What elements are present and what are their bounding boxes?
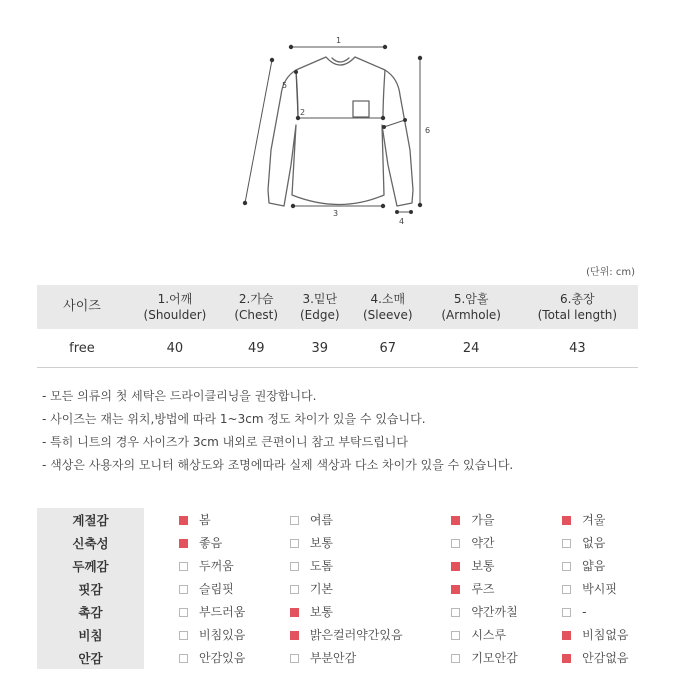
header-armhole: 5.암홀 (Armhole)	[426, 285, 517, 329]
unchecked-box-icon	[290, 585, 299, 594]
feature-option-label: 안감없음	[582, 651, 629, 665]
feature-option-label: -	[582, 604, 587, 619]
feature-option-label: 부드러움	[199, 605, 246, 619]
feature-row-stretch	[37, 531, 638, 554]
feature-option-label: 보통	[309, 536, 333, 550]
feature-option	[144, 577, 255, 600]
feature-option	[527, 531, 638, 554]
care-notes	[42, 385, 513, 477]
feature-option	[416, 600, 527, 623]
feature-option-label: 비침있음	[199, 628, 246, 642]
header-shoulder: 1.어깨 (Shoulder)	[127, 285, 223, 329]
checked-box-icon	[562, 654, 571, 663]
unchecked-box-icon	[290, 516, 299, 525]
header-size: 사이즈	[37, 285, 127, 329]
unit-note: (단위: cm)	[586, 267, 635, 278]
feature-option-label: 없음	[582, 536, 606, 550]
feature-option	[416, 508, 527, 531]
unchecked-box-icon	[179, 631, 188, 640]
checked-box-icon	[290, 631, 299, 640]
checked-box-icon	[451, 562, 460, 571]
feature-option-label: 비침없음	[582, 628, 629, 642]
checked-box-icon	[179, 516, 188, 525]
shirt-outline	[268, 57, 413, 206]
feature-option	[416, 554, 527, 577]
measurement-diagram	[0, 0, 675, 240]
feature-option	[527, 554, 638, 577]
header-edge: 3.밑단 (Edge)	[290, 285, 350, 329]
feature-row-fit	[37, 577, 638, 600]
unchecked-box-icon	[562, 539, 571, 548]
feature-option	[255, 646, 417, 669]
feature-label: 촉감	[37, 600, 144, 623]
feature-option-label: 겨울	[582, 513, 606, 527]
checked-box-icon	[290, 608, 299, 617]
unchecked-box-icon	[562, 608, 571, 617]
header-chest: 2.가슴 (Chest)	[223, 285, 290, 329]
label-2: 2	[300, 108, 306, 117]
feature-option-label: 기모안감	[471, 651, 518, 665]
unchecked-box-icon	[451, 631, 460, 640]
feature-option-label: 밝은컬러약간있음	[309, 628, 403, 642]
label-5: 5	[282, 81, 288, 90]
feature-option	[255, 600, 417, 623]
feature-option	[144, 554, 255, 577]
note-item: - 특히 니트의 경우 사이즈가 3cm 내외로 큰편이니 참고 부탁드립니다	[42, 435, 408, 449]
feature-option	[416, 623, 527, 646]
checked-box-icon	[451, 585, 460, 594]
table-row	[37, 329, 638, 368]
feature-option	[416, 577, 527, 600]
feature-label: 두께감	[37, 554, 144, 577]
feature-option	[527, 508, 638, 531]
size-table-header	[37, 285, 638, 329]
cell-size: free	[37, 329, 127, 368]
feature-option-label: 여름	[309, 513, 333, 527]
feature-option-label: 시스루	[471, 628, 507, 642]
feature-option-label: 도톰	[309, 559, 333, 573]
feature-option-label: 봄	[199, 513, 211, 527]
pocket	[353, 101, 369, 117]
feature-option-label: 두꺼움	[199, 559, 234, 573]
checked-box-icon	[562, 631, 571, 640]
feature-option	[527, 600, 638, 623]
unchecked-box-icon	[179, 654, 188, 663]
feature-label: 신축성	[37, 531, 144, 554]
checked-box-icon	[562, 516, 571, 525]
feature-option-label: 보통	[471, 559, 495, 573]
label-1: 1	[336, 36, 342, 45]
cell-armhole: 24	[426, 329, 517, 368]
feature-option-label: 루즈	[471, 582, 495, 596]
feature-row-thickness	[37, 554, 638, 577]
header-total-length: 6.총장 (Total length)	[517, 285, 638, 329]
unchecked-box-icon	[290, 654, 299, 663]
feature-option	[144, 531, 255, 554]
feature-option-label: 약간	[471, 536, 495, 550]
feature-option-label: 슬림핏	[199, 582, 234, 596]
feature-option-label: 가을	[471, 513, 495, 527]
feature-option-label: 안감있음	[199, 651, 246, 665]
unchecked-box-icon	[290, 539, 299, 548]
feature-option	[527, 646, 638, 669]
feature-option	[416, 531, 527, 554]
feature-option	[416, 646, 527, 669]
feature-table	[37, 508, 638, 669]
feature-option	[144, 623, 255, 646]
unchecked-box-icon	[451, 654, 460, 663]
cell-edge: 39	[290, 329, 350, 368]
unchecked-box-icon	[451, 539, 460, 548]
feature-label: 안감	[37, 646, 144, 669]
feature-option-label: 부분안감	[309, 651, 357, 665]
feature-option-label: 얇음	[582, 559, 606, 573]
label-4: 4	[399, 217, 405, 226]
feature-option-label: 약간까칠	[471, 605, 518, 619]
size-table	[37, 285, 638, 368]
feature-option	[255, 623, 417, 646]
feature-option	[255, 577, 417, 600]
cell-shoulder: 40	[127, 329, 223, 368]
feature-row-season	[37, 508, 638, 531]
note-item: - 모든 의류의 첫 세탁은 드라이클리닝을 권장합니다.	[42, 389, 317, 403]
unchecked-box-icon	[562, 562, 571, 571]
unchecked-box-icon	[179, 608, 188, 617]
feature-option-label: 좋음	[199, 536, 223, 550]
feature-option	[144, 508, 255, 531]
feature-option	[255, 554, 417, 577]
feature-label: 핏감	[37, 577, 144, 600]
feature-option	[255, 508, 417, 531]
header-sleeve: 4.소매 (Sleeve)	[350, 285, 426, 329]
label-3: 3	[333, 209, 339, 218]
checked-box-icon	[179, 539, 188, 548]
unchecked-box-icon	[562, 585, 571, 594]
label-6: 6	[425, 126, 431, 135]
feature-option-label: 박시핏	[582, 582, 617, 596]
cell-chest: 49	[223, 329, 290, 368]
feature-label: 비침	[37, 623, 144, 646]
unchecked-box-icon	[451, 608, 460, 617]
feature-row-sheerness	[37, 623, 638, 646]
unchecked-box-icon	[290, 562, 299, 571]
unchecked-box-icon	[179, 562, 188, 571]
cell-total-length: 43	[517, 329, 638, 368]
note-item: - 사이즈는 재는 위치,방법에 따라 1~3cm 정도 차이가 있을 수 있습니다.	[42, 412, 426, 426]
feature-option-label: 기본	[309, 582, 333, 596]
feature-option	[527, 577, 638, 600]
feature-option	[527, 623, 638, 646]
feature-option	[144, 646, 255, 669]
feature-row-texture	[37, 600, 638, 623]
checked-box-icon	[451, 516, 460, 525]
feature-option-label: 보통	[309, 605, 333, 619]
feature-option	[255, 531, 417, 554]
feature-row-lining	[37, 646, 638, 669]
feature-label: 계절감	[37, 508, 144, 531]
note-item: - 색상은 사용자의 모니터 해상도와 조명에따라 실제 색상과 다소 차이가 있을 수 있습니다.	[42, 458, 514, 472]
cell-sleeve: 67	[350, 329, 426, 368]
feature-option	[144, 600, 255, 623]
unchecked-box-icon	[179, 585, 188, 594]
